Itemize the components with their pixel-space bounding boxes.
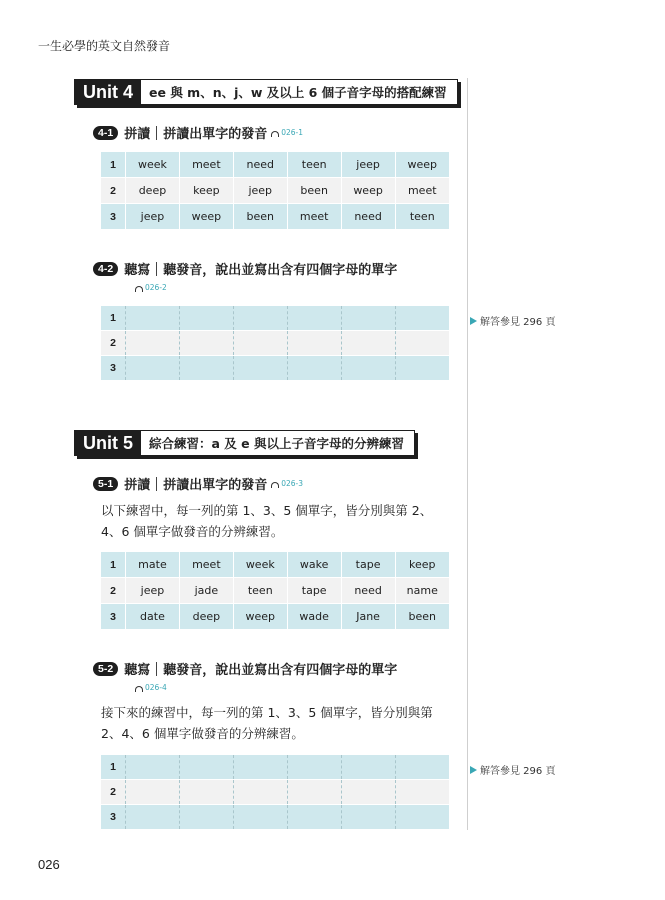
answer-blank-cell[interactable] — [395, 805, 449, 830]
word-cell: tape — [287, 578, 341, 604]
section-4-2-title: 聽發音，說出並寫出含有四個字母的單字 — [163, 263, 398, 278]
section-5-1-number: 5-1 — [93, 477, 118, 491]
instruction-line: 2、4、6 個單字做發音的分辨練習。 — [101, 726, 304, 741]
answer-blank-cell[interactable] — [395, 356, 449, 381]
section-4-1-heading — [93, 123, 303, 142]
answer-blank-cell[interactable] — [126, 755, 180, 780]
word-cell: week — [126, 152, 180, 178]
answer-blank-cell[interactable] — [126, 306, 180, 331]
answer-reference-text: 解答參見 296 頁 — [480, 317, 556, 328]
answer-blank-cell[interactable] — [126, 805, 180, 830]
divider — [156, 262, 157, 276]
answer-blank-cell[interactable] — [179, 356, 233, 381]
unit-5-tag: Unit 5 — [75, 431, 141, 455]
answer-blank-cell[interactable] — [287, 306, 341, 331]
word-cell: weep — [395, 152, 449, 178]
word-cell: been — [287, 178, 341, 204]
answer-blank-cell[interactable] — [179, 331, 233, 356]
word-cell: Jane — [341, 604, 395, 630]
section-4-2-number: 4-2 — [93, 262, 118, 276]
table-5-2-blank — [101, 755, 449, 829]
answer-blank-cell[interactable] — [395, 780, 449, 805]
answer-blank-cell[interactable] — [287, 805, 341, 830]
answer-blank-cell[interactable] — [287, 780, 341, 805]
divider — [156, 126, 157, 140]
word-cell: name — [395, 578, 449, 604]
word-cell: wake — [287, 552, 341, 578]
word-cell: need — [233, 152, 287, 178]
word-cell: meet — [179, 552, 233, 578]
answer-blank-cell[interactable] — [395, 331, 449, 356]
answer-blank-cell[interactable] — [341, 805, 395, 830]
table-row — [101, 356, 449, 381]
row-number: 3 — [101, 204, 126, 230]
table-row — [101, 331, 449, 356]
word-cell: jeep — [233, 178, 287, 204]
answer-blank-cell[interactable] — [233, 780, 287, 805]
answer-blank-cell[interactable] — [126, 331, 180, 356]
table-row — [101, 178, 449, 204]
word-cell: jeep — [126, 204, 180, 230]
word-cell: weep — [341, 178, 395, 204]
table-row — [101, 805, 449, 830]
answer-blank-cell[interactable] — [126, 356, 180, 381]
section-5-2-title: 聽發音，說出並寫出含有四個字母的單字 — [163, 663, 398, 678]
row-number: 1 — [101, 152, 126, 178]
row-number: 2 — [101, 331, 126, 356]
answer-blank-cell[interactable] — [233, 356, 287, 381]
word-cell: jeep — [341, 152, 395, 178]
headphone-icon — [135, 286, 143, 292]
word-cell: meet — [395, 178, 449, 204]
word-cell: teen — [287, 152, 341, 178]
audio-track-026-3[interactable] — [271, 479, 303, 488]
word-cell: deep — [179, 604, 233, 630]
word-cell: need — [341, 204, 395, 230]
section-4-1-label: 拼讀 — [124, 127, 151, 142]
section-4-2-heading — [93, 259, 397, 278]
answer-reference-4[interactable] — [470, 313, 555, 328]
word-cell: meet — [287, 204, 341, 230]
answer-blank-cell[interactable] — [287, 356, 341, 381]
play-arrow-icon — [470, 766, 477, 774]
table-row — [101, 306, 449, 331]
audio-track-label: 026-3 — [281, 479, 304, 488]
word-cell: weep — [179, 204, 233, 230]
table-4-2-blank — [101, 306, 449, 380]
word-cell: been — [395, 604, 449, 630]
word-cell: teen — [233, 578, 287, 604]
word-cell: keep — [395, 552, 449, 578]
row-number: 1 — [101, 306, 126, 331]
audio-track-026-1[interactable] — [271, 128, 303, 137]
play-arrow-icon — [470, 317, 477, 325]
section-4-1-number: 4-1 — [93, 126, 118, 140]
margin-rule — [467, 78, 468, 830]
headphone-icon — [271, 482, 279, 488]
section-5-2-number: 5-2 — [93, 662, 118, 676]
answer-blank-cell[interactable] — [395, 306, 449, 331]
answer-blank-cell[interactable] — [233, 755, 287, 780]
table-5-1 — [101, 552, 449, 629]
row-number: 1 — [101, 755, 126, 780]
section-5-1-label: 拼讀 — [124, 478, 151, 493]
word-cell: week — [233, 552, 287, 578]
headphone-icon — [271, 131, 279, 137]
answer-blank-cell[interactable] — [341, 780, 395, 805]
answer-blank-cell[interactable] — [341, 356, 395, 381]
audio-track-label: 026-2 — [145, 283, 167, 292]
table-row — [101, 604, 449, 630]
audio-track-label: 026-4 — [145, 683, 167, 692]
word-cell: wade — [287, 604, 341, 630]
word-cell: tape — [341, 552, 395, 578]
unit-5-title: 綜合練習：a 及 e 與以上子音字母的分辨練習 — [149, 436, 404, 451]
unit-4-tag: Unit 4 — [75, 80, 141, 104]
unit-4-title: ee 與 m、n、j、w 及以上 6 個子音字母的搭配練習 — [149, 85, 447, 100]
page-number: 026 — [38, 857, 60, 872]
instructions-5-2 — [101, 702, 451, 744]
answer-blank-cell[interactable] — [179, 755, 233, 780]
answer-blank-cell[interactable] — [179, 805, 233, 830]
word-cell: jeep — [126, 578, 180, 604]
table-row — [101, 204, 449, 230]
section-5-1-heading — [93, 474, 303, 493]
answer-blank-cell[interactable] — [341, 306, 395, 331]
divider — [156, 477, 157, 491]
word-cell: meet — [179, 152, 233, 178]
word-cell: need — [341, 578, 395, 604]
table-row — [101, 780, 449, 805]
divider — [156, 662, 157, 676]
running-header: 一生必學的英文自然發音 — [38, 39, 171, 53]
section-5-2-heading — [93, 659, 397, 678]
answer-blank-cell[interactable] — [233, 331, 287, 356]
answer-blank-cell[interactable] — [126, 780, 180, 805]
row-number: 1 — [101, 552, 126, 578]
answer-blank-cell[interactable] — [233, 306, 287, 331]
word-cell: mate — [126, 552, 180, 578]
section-4-1-title: 拼讀出單字的發音 — [163, 127, 268, 142]
instructions-5-1 — [101, 500, 451, 542]
instruction-line: 以下練習中，每一列的第 1、3、5 個單字，皆分別與第 2、 — [101, 503, 433, 518]
answer-blank-cell[interactable] — [233, 805, 287, 830]
table-row — [101, 552, 449, 578]
row-number: 2 — [101, 780, 126, 805]
word-cell: date — [126, 604, 180, 630]
row-number: 2 — [101, 178, 126, 204]
audio-track-026-4[interactable] — [135, 683, 167, 692]
answer-blank-cell[interactable] — [287, 755, 341, 780]
word-cell: jade — [179, 578, 233, 604]
table-row — [101, 578, 449, 604]
row-number: 3 — [101, 604, 126, 630]
answer-blank-cell[interactable] — [341, 331, 395, 356]
audio-track-label: 026-1 — [281, 128, 304, 137]
answer-blank-cell[interactable] — [395, 755, 449, 780]
audio-track-026-2[interactable] — [135, 283, 167, 292]
row-number: 3 — [101, 805, 126, 830]
unit-5-heading — [74, 430, 415, 456]
unit-4-heading — [74, 79, 458, 105]
answer-blank-cell[interactable] — [341, 755, 395, 780]
answer-blank-cell[interactable] — [179, 306, 233, 331]
word-cell: deep — [126, 178, 180, 204]
row-number: 2 — [101, 578, 126, 604]
answer-blank-cell[interactable] — [287, 331, 341, 356]
section-5-1-title: 拼讀出單字的發音 — [163, 478, 268, 493]
section-5-2-label: 聽寫 — [124, 663, 151, 678]
answer-reference-text: 解答參見 296 頁 — [480, 766, 556, 777]
table-row — [101, 755, 449, 780]
headphone-icon — [135, 686, 143, 692]
answer-reference-5[interactable] — [470, 762, 555, 777]
word-cell: keep — [179, 178, 233, 204]
table-row — [101, 152, 449, 178]
word-cell: been — [233, 204, 287, 230]
answer-blank-cell[interactable] — [179, 780, 233, 805]
word-cell: weep — [233, 604, 287, 630]
word-cell: teen — [395, 204, 449, 230]
section-4-2-label: 聽寫 — [124, 263, 151, 278]
table-4-1 — [101, 152, 449, 229]
row-number: 3 — [101, 356, 126, 381]
instruction-line: 4、6 個單字做發音的分辨練習。 — [101, 524, 284, 539]
instruction-line: 接下來的練習中，每一列的第 1、3、5 個單字，皆分別與第 — [101, 705, 433, 720]
